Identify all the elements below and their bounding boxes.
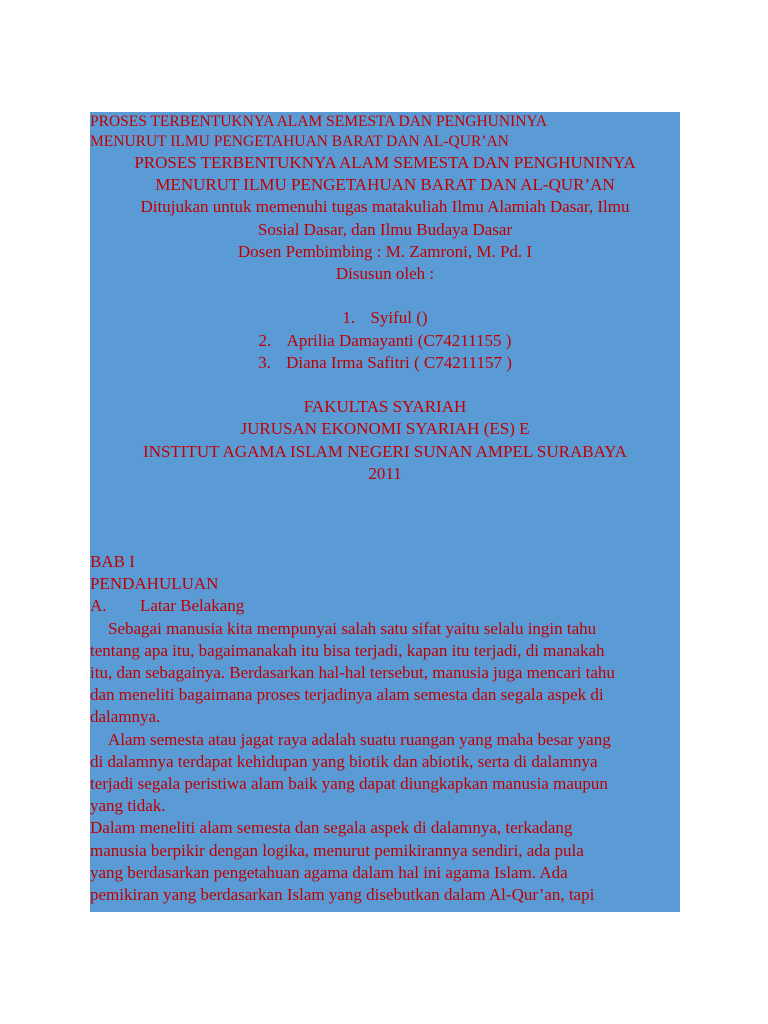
paragraph-2-line-3: terjadi segala peristiwa alam baik yang dapat diungkapkan manusia maupun: [90, 774, 608, 794]
small-title-line-1: PROSES TERBENTUKNYA ALAM SEMESTA DAN PENGHUNINYA: [90, 113, 548, 130]
spacer: [90, 285, 680, 307]
composed-by-line: Disusun oleh :: [335, 264, 435, 284]
document-page: [90, 112, 680, 912]
paragraph-3-line-3: yang berdasarkan pengetahuan agama dalam hal ini agama Islam. Ada: [90, 862, 568, 882]
paragraph-2-line-1: Alam semesta atau jagat raya adalah suatu ruangan yang maha besar yang: [108, 729, 611, 749]
faculty-line: FAKULTAS SYARIAH: [303, 397, 467, 417]
chapter-title: PENDAHULUAN: [90, 574, 219, 594]
year-line: 2011: [368, 463, 402, 483]
purpose-line-2: Sosial Dasar, dan Ilmu Budaya Dasar: [257, 219, 513, 239]
department-line: JURUSAN EKONOMI SYARIAH (ES) E: [240, 419, 530, 439]
purpose-line-1: Ditujukan untuk memenuhi tugas matakuliah Ilmu Alamiah Dasar, Ilmu: [140, 197, 630, 217]
paragraph-2-line-2: di dalamnya terdapat kehidupan yang biotik dan abiotik, serta di dalamnya: [90, 751, 598, 771]
author-item-3: [90, 352, 680, 374]
title-line-1: PROSES TERBENTUKNYA ALAM SEMESTA DAN PENGHUNINYA: [134, 153, 636, 172]
author-name: Diana Irma Safitri ( C74211157 ): [286, 352, 512, 372]
institute-line: INSTITUT AGAMA ISLAM NEGERI SUNAN AMPEL SURABAYA: [143, 441, 627, 461]
spacer: [90, 485, 680, 551]
chapter-number: BAB I: [90, 552, 135, 572]
small-title-line-2: MENURUT ILMU PENGETAHUAN BARAT DAN AL-QUR’AN: [90, 133, 509, 150]
paragraph-2-line-4: yang tidak.: [90, 796, 166, 816]
paragraph-1-line-5: dalamnya.: [90, 707, 161, 727]
section-number: A.: [90, 596, 107, 616]
author-name: Syiful (): [370, 308, 428, 328]
author-item-2: [90, 330, 680, 352]
author-item-1: [90, 307, 680, 329]
spacer: [90, 374, 680, 396]
title-line-2: MENURUT ILMU PENGETAHUAN BARAT DAN AL-QUR’AN: [155, 175, 615, 195]
section-heading: [90, 595, 680, 617]
author-number: 3.: [258, 352, 271, 372]
paragraph-1-line-1: Sebagai manusia kita mempunyai salah satu sifat yaitu selalu ingin tahu: [108, 618, 597, 638]
paragraph-3-line-1: Dalam meneliti alam semesta dan segala aspek di dalamnya, terkadang: [90, 818, 573, 838]
paragraph-1-line-4: dan meneliti bagaimana proses terjadinya alam semesta dan segala aspek di: [90, 685, 604, 705]
author-number: 2.: [258, 330, 272, 350]
paragraph-3-line-4: pemikiran yang berdasarkan Islam yang disebutkan dalam Al-Qur’an, tapi: [90, 885, 595, 905]
paragraph-1-line-2: tentang apa itu, bagaimanakah itu bisa terjadi, kapan itu terjadi, di manakah: [90, 640, 605, 660]
author-number: 1.: [342, 308, 356, 328]
lecturer-line: Dosen Pembimbing : M. Zamroni, M. Pd. I: [237, 241, 533, 261]
paragraph-1-line-3: itu, dan sebagainya. Berdasarkan hal-hal tersebut, manusia juga mencari tahu: [90, 663, 615, 683]
paragraph-3-line-2: manusia berpikir dengan logika, menurut pemikirannya sendiri, ada pula: [90, 840, 584, 860]
section-title: Latar Belakang: [140, 596, 245, 616]
author-name: Aprilia Damayanti (C74211155 ): [286, 330, 512, 350]
